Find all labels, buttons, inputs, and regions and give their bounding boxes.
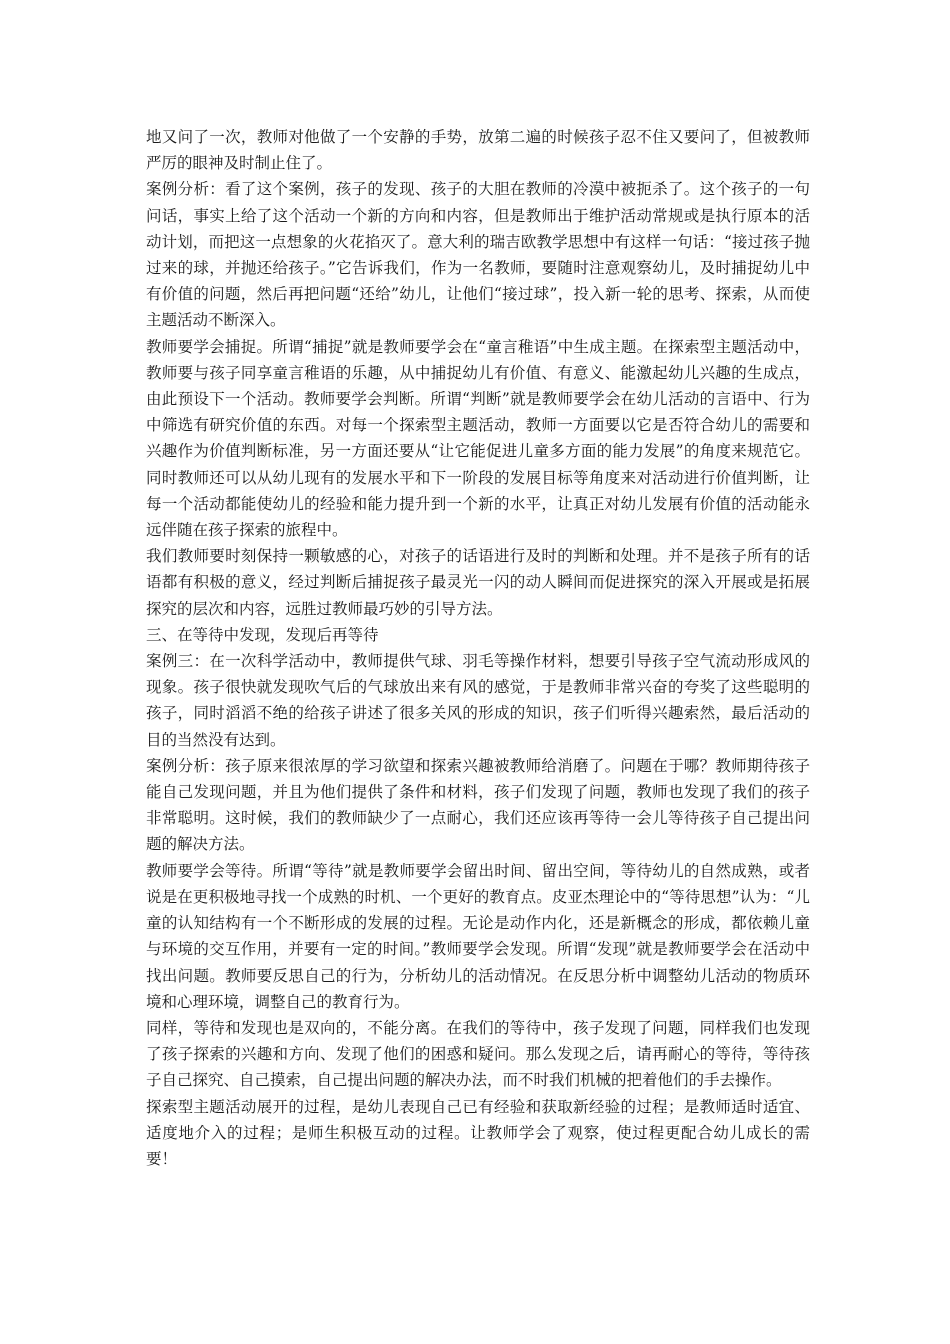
paragraph-1: 地又问了一次，教师对他做了一个安静的手势，放第二遍的时候孩子忍不住又要问了，但被教师严厉的眼神及时制止住了。 <box>146 128 810 173</box>
paragraph-6: 案例三：在一次科学活动中，教师提供气球、羽毛等操作材料，想要引导孩子空气流动形成风的现象。孩子很快就发现吹气后的气球放出来有风的感觉，于是教师非常兴奋的夸奖了这些聪明的孩子，同时滔滔不绝的给孩子讲述了很多关风的形成的知识，孩子们听得兴趣索然，最后活动的目的当然没有达到。 <box>146 652 810 749</box>
paragraph-9: 同样，等待和发现也是双向的，不能分离。在我们的等待中，孩子发现了问题，同样我们也发现了孩子探索的兴趣和方向、发现了他们的困惑和疑问。那么发现之后，请再耐心的等待，等待孩子自己探究、自己摸索，自己提出问题的解决办法，而不时我们机械的把着他们的手去操作。 <box>146 1018 810 1090</box>
document-body <box>146 124 810 1172</box>
paragraph-8: 教师要学会等待。所谓“等待”就是教师要学会留出时间、留出空间，等待幼儿的自然成熟，或者说是在更积极地寻找一个成熟的时机、一个更好的教育点。皮亚杰理论中的“等待思想”认为：“儿童的认知结构有一个不断形成的发展的过程。无论是动作内化，还是新概念的形成，都依赖儿童与环境的交互作用，并要有一定的时间。”教师要学会发现。所谓“发现”就是教师要学会在活动中找出问题。教师要反思自己的行为，分析幼儿的活动情况。在反思分析中调整幼儿活动的物质环境和心理环境，调整自己的教育行为。 <box>146 861 810 1011</box>
paragraph-3: 教师要学会捕捉。所谓“捕捉”就是教师要学会在“童言稚语”中生成主题。在探索型主题活动中，教师要与孩子同享童言稚语的乐趣，从中捕捉幼儿有价值、有意义、能激起幼儿兴趣的生成点，由此预设下一个活动。教师要学会判断。所谓“判断”就是教师要学会在幼儿活动的言语中、行为中筛选有研究价值的东西。对每一个探索型主题活动，教师一方面要以它是否符合幼儿的需要和兴趣作为价值判断标准，另一方面还要从“让它能促进儿童多方面的能力发展”的角度来规范它。同时教师还可以从幼儿现有的发展水平和下一阶段的发展目标等角度来对活动进行价值判断，让每一个活动都能使幼儿的经验和能力提升到一个新的水平，让真正对幼儿发展有价值的活动能永远伴随在孩子探索的旅程中。 <box>146 337 810 540</box>
paragraph-2: 案例分析：看了这个案例，孩子的发现、孩子的大胆在教师的冷漠中被扼杀了。这个孩子的一句问话，事实上给了这个活动一个新的方向和内容，但是教师出于维护活动常规或是执行原本的活动计划，而把这一点想象的火花掐灭了。意大利的瑞吉欧教学思想中有这样一句话：“接过孩子抛过来的球，并抛还给孩子。”它告诉我们，作为一名教师，要随时注意观察幼儿，及时捕捉幼儿中有价值的问题，然后再把问题“还给”幼儿，让他们“接过球”，投入新一轮的思考、探索，从而使主题活动不断深入。 <box>146 180 810 330</box>
paragraph-4: 我们教师要时刻保持一颗敏感的心，对孩子的话语进行及时的判断和处理。并不是孩子所有的话语都有积极的意义，经过判断后捕捉孩子最灵光一闪的动人瞬间而促进探究的深入开展或是拓展探究的层次和内容，远胜过教师最巧妙的引导方法。 <box>146 547 810 618</box>
paragraph-10: 探索型主题活动展开的过程，是幼儿表现自己已有经验和获取新经验的过程；是教师适时适宜、适度地介入的过程；是师生积极互动的过程。让教师学会了观察，使过程更配合幼儿成长的需要！ <box>146 1097 810 1168</box>
paragraph-7: 案例分析：孩子原来很浓厚的学习欲望和探索兴趣被教师给消磨了。问题在于哪？教师期待孩子能自己发现问题，并且为他们提供了条件和材料，孩子们发现了问题，教师也发现了我们的孩子非常聪明。这时候，我们的教师缺少了一点耐心，我们还应该再等待一会儿等待孩子自己提出问题的解决方法。 <box>146 756 810 854</box>
section-heading: 三、在等待中发现，发现后再等待 <box>146 625 379 644</box>
